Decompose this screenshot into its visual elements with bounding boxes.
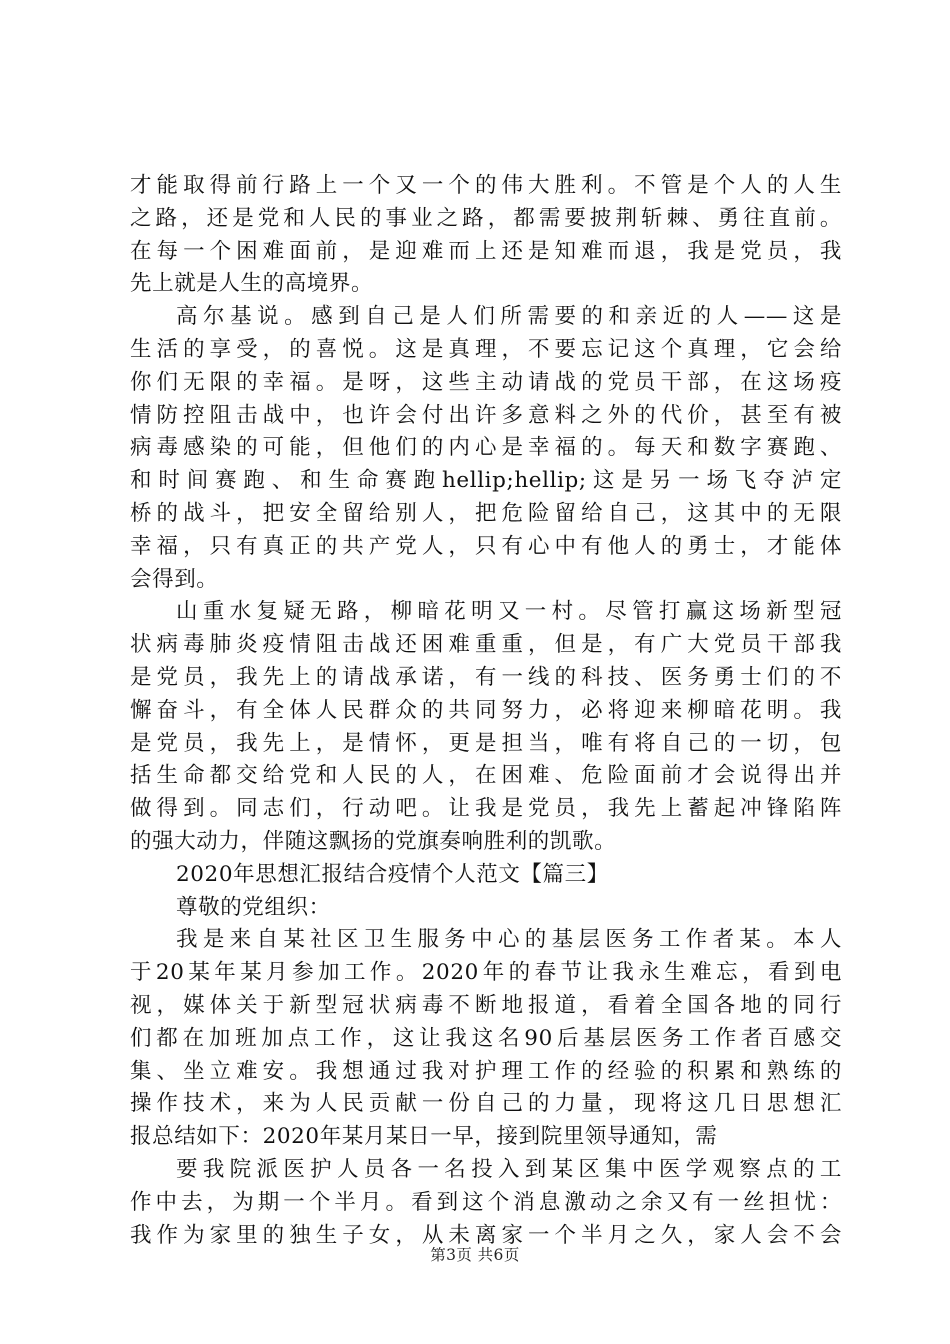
text-line: 会得到。 xyxy=(130,566,219,592)
text-line: 是党员，我先上的请战承诺，有一线的科技、医务勇士们的不 xyxy=(130,664,842,690)
text-line: 幸福，只有真正的共产党人，只有心中有他人的勇士，才能体 xyxy=(130,533,842,559)
text-line: 和时间赛跑、和生命赛跑hellip;hellip;这是另一场飞夺泸定 xyxy=(130,468,842,494)
text-line: 做得到。同志们，行动吧。让我是党员，我先上蓄起冲锋陷阵 xyxy=(130,796,842,822)
document-body xyxy=(130,170,842,1252)
text-line: 才能取得前行路上一个又一个的伟大胜利。不管是个人的人生 xyxy=(130,173,842,198)
text-line: 作中去，为期一个半月。看到这个消息激动之余又有一丝担忧： xyxy=(130,1189,842,1215)
text-line: 的强大动力，伴随这飘扬的党旗奏响胜利的凯歌。 xyxy=(130,828,617,854)
text-line: 要我院派医护人员各一名投入到某区集中医学观察点的工 xyxy=(176,1156,842,1182)
text-line: 我作为家里的独生子女，从未离家一个半月之久，家人会不会 xyxy=(130,1222,842,1248)
text-line: 报总结如下：2020年某月某日一早，接到院里领导通知，需 xyxy=(130,1124,718,1150)
text-line: 病毒感染的可能，但他们的内心是幸福的。每天和数字赛跑、 xyxy=(130,435,842,461)
text-line: 2020年思想汇报结合疫情个人范文【篇三】 xyxy=(176,861,609,887)
text-line: 括生命都交给党和人民的人，在困难、危险面前才会说得出并 xyxy=(130,763,842,789)
text-line: 高尔基说。感到自己是人们所需要的和亲近的人——这是 xyxy=(176,304,842,330)
text-line: 山重水复疑无路，柳暗花明又一村。尽管打赢这场新型冠 xyxy=(176,599,842,625)
text-line: 你们无限的幸福。是呀，这些主动请战的党员干部，在这场疫 xyxy=(130,369,842,395)
text-line: 先上就是人生的高境界。 xyxy=(130,271,374,297)
text-line: 我是来自某社区卫生服务中心的基层医务工作者某。本人 xyxy=(176,927,842,953)
text-line: 视，媒体关于新型冠状病毒不断地报道，看着全国各地的同行 xyxy=(130,992,842,1018)
text-line: 懈奋斗，有全体人民群众的共同努力，必将迎来柳暗花明。我 xyxy=(130,697,842,723)
text-line: 生活的享受，的喜悦。这是真理，不要忘记这个真理，它会给 xyxy=(130,336,842,362)
text-line: 是党员，我先上，是情怀，更是担当，唯有将自己的一切，包 xyxy=(130,730,842,756)
text-line: 之路，还是党和人民的事业之路，都需要披荆斩棘、勇往直前。 xyxy=(130,205,842,231)
page-number-footer: 第3页 共6页 xyxy=(430,1246,520,1264)
text-line: 尊敬的党组织： xyxy=(176,894,331,920)
text-line: 情防控阻击战中，也许会付出许多意料之外的代价，甚至有被 xyxy=(130,402,842,428)
text-line: 状病毒肺炎疫情阻击战还困难重重，但是，有广大党员干部我 xyxy=(130,632,842,658)
text-line: 操作技术，来为人民贡献一份自己的力量，现将这几日思想汇 xyxy=(130,1091,842,1117)
text-line: 们都在加班加点工作，这让我这名90后基层医务工作者百感交 xyxy=(130,1025,842,1051)
text-line: 在每一个困难面前，是迎难而上还是知难而退，我是党员，我 xyxy=(130,238,842,264)
text-line: 于20某年某月参加工作。2020年的春节让我永生难忘，看到电 xyxy=(130,960,842,986)
text-line: 桥的战斗，把安全留给别人，把危险留给自己，这其中的无限 xyxy=(130,500,842,526)
text-line: 集、坐立难安。我想通过我对护理工作的经验的积累和熟练的 xyxy=(130,1058,842,1084)
